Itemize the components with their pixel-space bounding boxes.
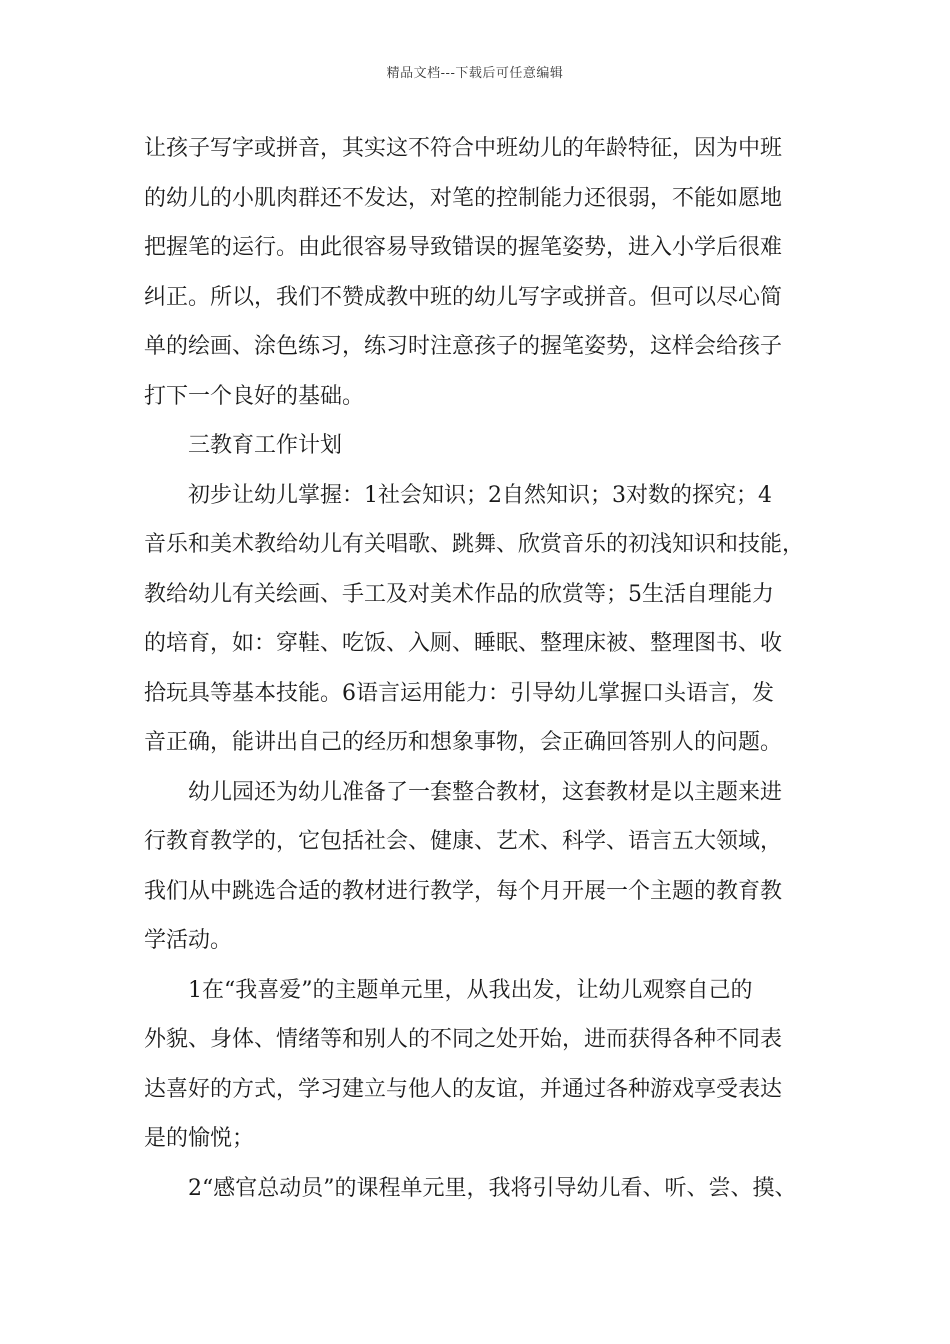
text-line: 幼儿园还为幼儿准备了一套整合教材，这套教材是以主题来进: [188, 779, 783, 805]
text-line: 我们从中跳选合适的教材进行教学，每个月开展一个主题的教育教: [144, 878, 783, 904]
text-line: 是的愉悦；: [144, 1126, 255, 1151]
text-line: 音正确，能讲出自己的经历和想象事物，会正确回答别人的问题。: [144, 730, 783, 755]
text-line: 2“感官总动员”的课程单元里，我将引导幼儿看、听、尝、摸、: [188, 1175, 797, 1201]
text-line: 把握笔的运行。由此很容易导致错误的握笔姿势，进入小学后很难: [144, 235, 783, 260]
text-line: 打下一个良好的基础。: [144, 383, 365, 409]
text-line: 单的绘画、涂色练习，练习时注意孩子的握笔姿势，这样会给孩子: [144, 334, 783, 359]
text-line: 音乐和美术教给幼儿有关唱歌、跳舞、欣赏音乐的初浅知识和技能，: [144, 532, 805, 557]
text-line: 外貌、身体、情绪等和别人的不同之处开始，进而获得各种不同表: [144, 1027, 783, 1052]
text-line: 的幼儿的小肌肉群还不发达，对笔的控制能力还很弱，不能如愿地: [144, 185, 783, 211]
text-line: 学活动。: [144, 928, 233, 953]
document-body: [144, 124, 834, 1213]
text-line: 初步让幼儿掌握：1社会知识；2自然知识；3对数的探究；4: [188, 482, 772, 508]
text-line: 行教育教学的，它包括社会、健康、艺术、科学、语言五大领域，: [144, 829, 783, 854]
text-line: 达喜好的方式，学习建立与他人的友谊，并通过各种游戏享受表达: [144, 1076, 783, 1102]
text-line: 教给幼儿有关绘画、手工及对美术作品的欣赏等；5生活自理能力: [144, 581, 774, 607]
text-line: 1在“我喜爱”的主题单元里，从我出发，让幼儿观察自己的: [188, 977, 753, 1003]
text-line: 让孩子写字或拼音，其实这不符合中班幼儿的年龄特征，因为中班: [144, 136, 783, 161]
text-line: 拾玩具等基本技能。6语言运用能力：引导幼儿掌握口头语言，发: [144, 680, 774, 706]
text-line: 的培育，如：穿鞋、吃饭、入厕、睡眠、整理床被、整理图书、收: [144, 631, 783, 656]
section-heading: 三教育工作计划: [188, 433, 343, 458]
page-header: 精品文档---下载后可任意编辑: [386, 66, 564, 81]
text-line: 纠正。所以，我们不赞成教中班的幼儿写字或拼音。但可以尽心简: [144, 284, 783, 310]
